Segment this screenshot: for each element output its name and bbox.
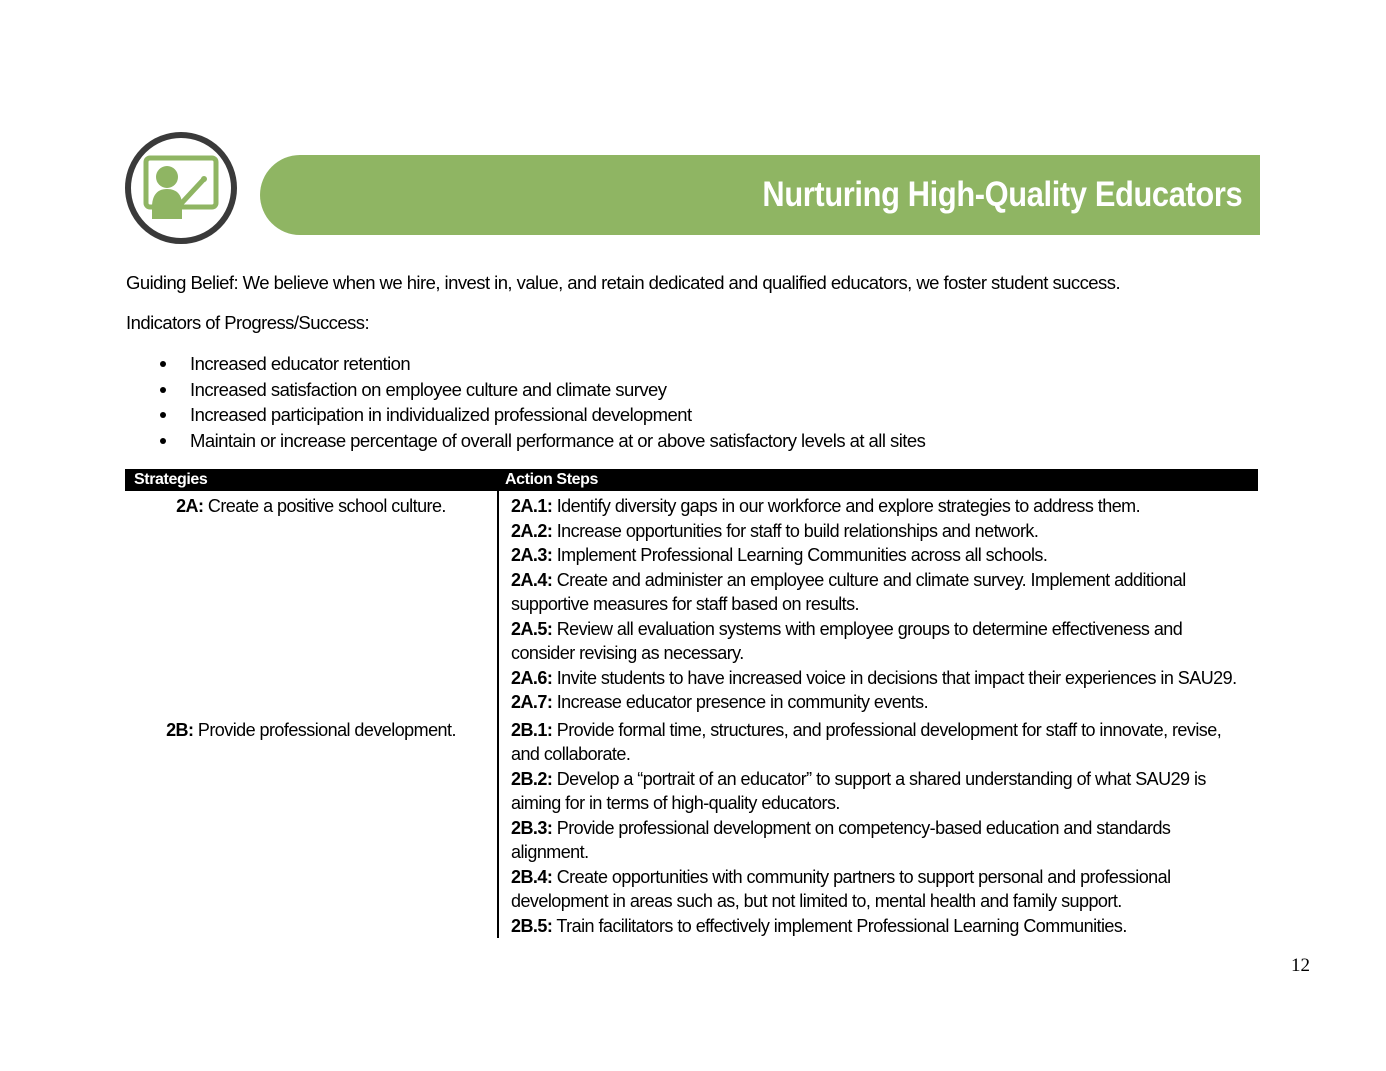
action-step xyxy=(511,816,1244,865)
action-step-text: Create and administer an employee culture and climate survey. Implement additional supportive measures for staff based on results. xyxy=(511,569,1186,614)
action-step xyxy=(511,865,1244,914)
section-header-banner xyxy=(125,132,1260,244)
action-step xyxy=(511,617,1244,666)
action-step-code: 2A.5: xyxy=(511,618,553,639)
column-header-strategies: Strategies xyxy=(134,471,208,488)
list-item: Increased participation in individualized professional development xyxy=(126,402,1186,428)
action-step-code: 2A.6: xyxy=(511,667,553,688)
table-row xyxy=(125,491,1258,715)
indicators-list xyxy=(126,351,1186,453)
action-step-text: Create opportunities with community partners to support personal and professional development in areas such as, but not limited to, mental health and family support. xyxy=(511,866,1171,911)
table-header-row xyxy=(125,469,1258,491)
action-step-code: 2A.4: xyxy=(511,569,553,590)
action-step-text: Provide formal time, structures, and professional development for staff to innovate, revise, and collaborate. xyxy=(511,719,1222,764)
action-step-code: 2B.4: xyxy=(511,866,553,887)
action-step xyxy=(511,914,1244,939)
action-step-text: Identify diversity gaps in our workforce and explore strategies to address them. xyxy=(552,496,1141,516)
action-step-code: 2B.5: xyxy=(511,915,553,936)
action-step-code: 2A.2: xyxy=(511,520,553,541)
page-number: 12 xyxy=(1291,955,1310,976)
action-step-text: Implement Professional Learning Communities across all schools. xyxy=(552,545,1048,565)
action-step-code: 2B.3: xyxy=(511,817,553,838)
strategy-text: Create a positive school culture. xyxy=(203,496,446,516)
action-step-text: Develop a “portrait of an educator” to support a shared understanding of what SAU29 is aiming for in terms of high-quality educators. xyxy=(511,768,1206,813)
table-body xyxy=(125,491,1258,938)
page-title xyxy=(697,175,1242,215)
strategy-code: 2B: xyxy=(166,719,194,740)
action-step xyxy=(511,690,1244,715)
table-row xyxy=(125,715,1258,939)
action-step xyxy=(511,666,1244,691)
action-step-code: 2A.3: xyxy=(511,545,553,565)
strategy-cell xyxy=(125,715,497,743)
action-step xyxy=(511,767,1244,816)
action-step-text: Provide professional development on competency-based education and standards alignment. xyxy=(511,817,1171,862)
column-header-action-steps: Action Steps xyxy=(505,471,598,488)
action-step xyxy=(511,494,1244,519)
strategy-cell xyxy=(125,491,497,519)
banner-bar xyxy=(260,155,1260,235)
strategy-text: Provide professional development. xyxy=(193,719,456,740)
action-steps-cell xyxy=(497,715,1258,939)
list-item: Increased educator retention xyxy=(126,351,1186,377)
page-title-text: Nurturing High-Quality Educators xyxy=(762,175,1242,214)
action-step xyxy=(511,519,1244,544)
action-step-text: Increase educator presence in community events. xyxy=(552,692,929,712)
action-step-code: 2B.1: xyxy=(511,719,553,740)
list-item: Increased satisfaction on employee culture and climate survey xyxy=(126,377,1186,403)
action-step xyxy=(511,718,1244,767)
action-step-code: 2B.2: xyxy=(511,768,553,789)
strategies-table xyxy=(125,469,1258,938)
action-step xyxy=(511,568,1244,617)
action-step-text: Invite students to have increased voice in decisions that impact their experiences in SAU29. xyxy=(552,667,1237,688)
list-item: Maintain or increase percentage of overall performance at or above satisfactory levels at all sites xyxy=(126,428,1186,454)
teacher-whiteboard-icon xyxy=(125,132,237,244)
action-step-code: 2A.7: xyxy=(511,692,553,712)
action-step-text: Train facilitators to effectively implement Professional Learning Communities. xyxy=(552,915,1127,936)
action-step xyxy=(511,543,1244,568)
action-step-text: Review all evaluation systems with employee groups to determine effectiveness and consider revising as necessary. xyxy=(511,618,1183,663)
action-step-text: Increase opportunities for staff to build relationships and network. xyxy=(552,520,1039,541)
action-step-code: 2A.1: xyxy=(511,496,553,516)
strategy-code: 2A: xyxy=(176,496,204,516)
indicators-label: Indicators of Progress/Success: xyxy=(126,312,370,333)
guiding-belief-text: Guiding Belief: We believe when we hire, invest in, value, and retain dedicated and qualified educators, we foster student success. xyxy=(126,272,1121,293)
action-steps-cell xyxy=(497,491,1258,715)
